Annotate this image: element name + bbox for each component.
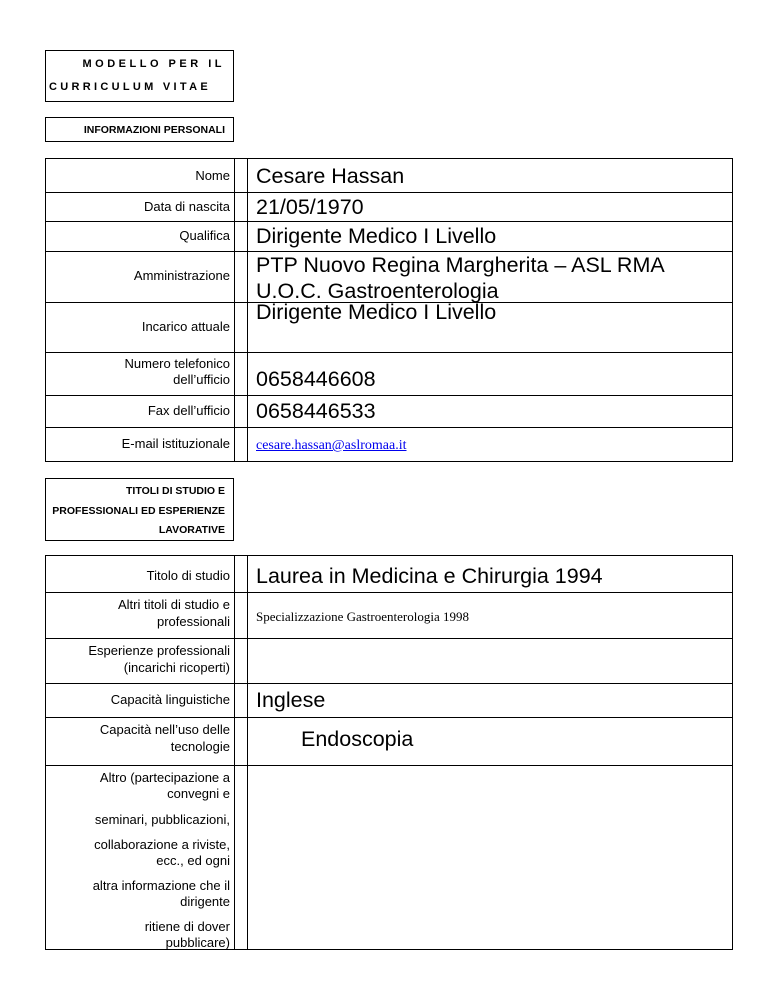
- studies-heading-line3: LAVORATIVE: [158, 524, 225, 536]
- field-label-line1: Esperienze professionali: [88, 643, 230, 658]
- studies-heading-box: [45, 478, 234, 541]
- studies-heading-line2: PROFESSIONALI ED ESPERIENZE: [52, 505, 225, 517]
- field-value: U.O.C. Gastroenterologia: [256, 279, 499, 303]
- field-value: Specializzazione Gastroenterologia 1998: [256, 609, 469, 624]
- cv-title-line1: MODELLO PER IL: [82, 58, 225, 70]
- field-label-line1: Altri titoli di studio e: [118, 597, 230, 612]
- table-row: [46, 395, 732, 428]
- field-label-line1: Capacità nell’uso delle: [99, 722, 230, 737]
- table-row: [46, 221, 732, 252]
- table-row: [46, 556, 732, 593]
- field-label: [50, 356, 230, 388]
- field-label-line2: professionali: [157, 614, 230, 629]
- field-label-line: Altro (partecipazione a: [99, 770, 230, 785]
- field-label: Fax dell’ufficio: [147, 403, 230, 418]
- field-value: 21/05/1970: [256, 195, 364, 219]
- field-label-line: altra informazione che il: [92, 878, 230, 893]
- field-label-line: ritiene di dover: [144, 919, 230, 934]
- table-row: [46, 352, 732, 396]
- table-row: [46, 717, 732, 766]
- field-value: Endoscopia: [301, 727, 414, 751]
- field-value: Inglese: [256, 688, 326, 712]
- field-label: Qualifica: [179, 228, 230, 243]
- personal-info-heading: INFORMAZIONI PERSONALI: [83, 124, 225, 136]
- email-link[interactable]: cesare.hassan@aslromaa.it: [256, 438, 407, 453]
- personal-info-table: [45, 158, 733, 462]
- cv-title-box: [45, 50, 234, 102]
- field-label: Titolo di studio: [146, 568, 230, 583]
- table-row: [46, 592, 732, 639]
- field-value-secondary: Dirigente Medico I Livello: [256, 300, 497, 324]
- field-value: PTP Nuovo Regina Margherita – ASL RMA: [256, 253, 665, 277]
- field-label: E-mail istituzionale: [121, 436, 230, 451]
- field-label: Capacità linguistiche: [110, 692, 230, 707]
- table-row: [46, 192, 732, 222]
- field-value: Cesare Hassan: [256, 164, 405, 188]
- table-row: [46, 765, 732, 949]
- field-value: 0658446608: [256, 367, 376, 391]
- field-value: 0658446533: [256, 399, 376, 423]
- field-value: Dirigente Medico I Livello: [256, 224, 497, 248]
- field-value: Laurea in Medicina e Chirurgia 1994: [256, 564, 603, 588]
- table-row: [46, 279, 732, 353]
- table-row: [46, 159, 732, 193]
- field-label-line: ecc., ed ogni: [156, 853, 230, 868]
- field-label-line: dirigente: [180, 894, 230, 909]
- field-label-line: collaborazione a riviste,: [94, 837, 230, 852]
- field-label: Data di nascita: [144, 199, 230, 214]
- personal-info-heading-box: [45, 117, 234, 142]
- field-label: Nome: [195, 168, 230, 183]
- field-label-line: convegni e: [167, 786, 230, 801]
- table-row: [46, 427, 732, 461]
- studies-heading-line1: TITOLI DI STUDIO E: [126, 485, 225, 497]
- cv-title-line2: CURRICULUM VITAE: [49, 81, 211, 93]
- table-row: [46, 638, 732, 684]
- field-label: Amministrazione: [133, 268, 230, 283]
- field-label-line: seminari, pubblicazioni,: [94, 812, 230, 827]
- field-label-line2: tecnologie: [170, 739, 230, 754]
- table-row: [46, 683, 732, 718]
- field-label-line: pubblicare): [165, 935, 230, 950]
- field-label-text: Numero telefonico dell’ufficio: [124, 356, 230, 387]
- studies-table: [45, 555, 733, 950]
- field-label-line2: (incarichi ricoperti): [123, 660, 230, 675]
- field-label: Incarico attuale: [141, 319, 230, 334]
